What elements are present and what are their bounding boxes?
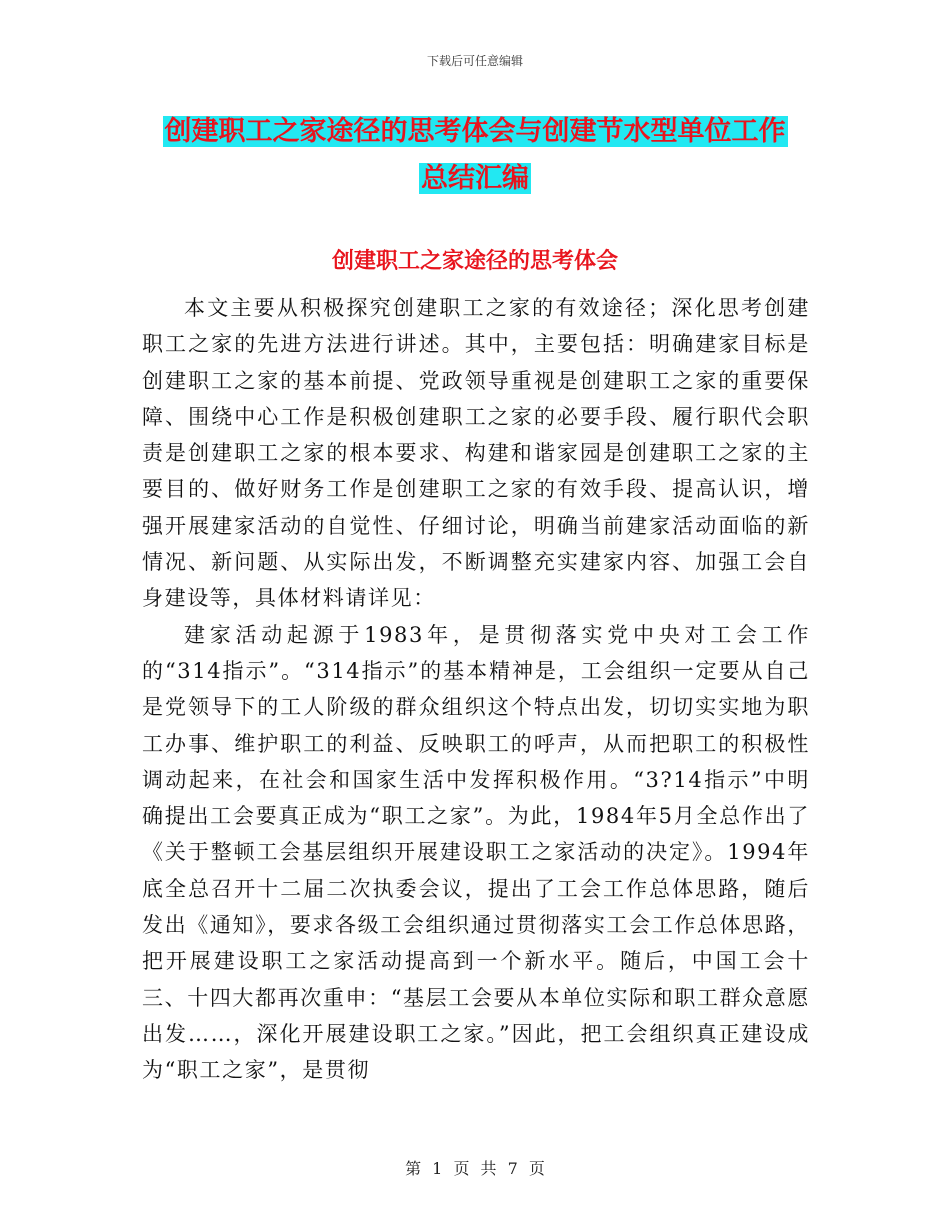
page-footer: 第 1 页 共 7 页 <box>405 1159 545 1178</box>
document-body <box>142 290 810 1089</box>
section-title: 创建职工之家途径的思考体会 <box>331 248 618 274</box>
paragraph-intro: 本文主要从积极探究创建职工之家的有效途径；深化思考创建职工之家的先进方法进行讲述。其中，主要包括：明确建家目标是创建职工之家的基本前提、党政领导重视是创建职工之家的重要保障、围绕中心工作是积极创建职工之家的必要手段、履行职代会职责是创建职工之家的根本要求、构建和谐家园是创建职工之家的主要目的、做好财务工作是创建职工之家的有效手段、提高认识，增强开展建家活动的自觉性、仔细讨论，明确当前建家活动面临的新情况、新问题、从实际出发，不断调整充实建家内容、加强工会自身建设等，具体材料请详见： <box>142 296 810 611</box>
document-title <box>140 108 810 202</box>
title-line-2: 总结汇编 <box>421 163 529 194</box>
paragraph-history: 建家活动起源于1983年，是贯彻落实党中央对工会工作的“314指示”。“314指示”的基本精神是，工会组织一定要从自己是党领导下的工人阶级的群众组织这个特点出发，切切实实地为职工办事、维护职工的利益、反映职工的呼声，从而把职工的积极性调动起来，在社会和国家生活中发挥积极作用。“3?14指示”中明确提出工会要真正成为“职工之家”。为此，1984年5月全总作出了《关于整顿工会基层组织开展建设职工之家活动的决定》。1994年底全总召开十二届二次执委会议，提出了工会工作总体思路，随后发出《通知》，要求各级工会组织通过贯彻落实工会工作总体思路，把开展建设职工之家活动提高到一个新水平。随后，中国工会十三、十四大都再次重申：“基层工会要从本单位实际和职工群众意愿出发……，深化开展建设职工之家。”因此，把工会组织真正建设成为“职工之家”，是贯彻 <box>142 622 810 1083</box>
header-note: 下载后可任意编辑 <box>426 54 523 68</box>
title-line-1: 创建职工之家途径的思考体会与创建节水型单位工作 <box>164 116 786 147</box>
